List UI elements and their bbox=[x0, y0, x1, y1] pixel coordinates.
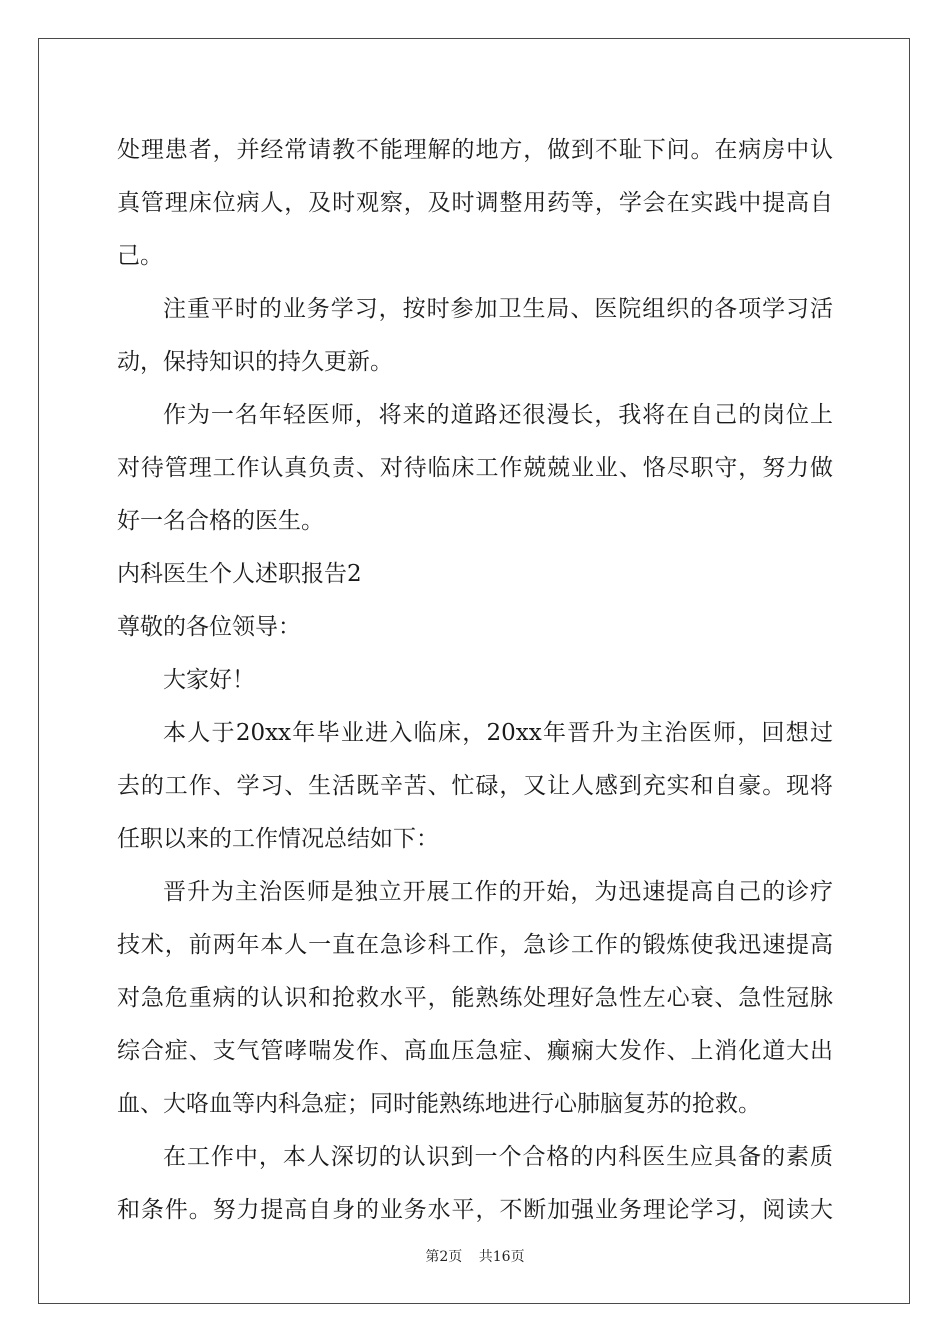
text-line: 作为一名年轻医师，将来的道路还很漫长，我将在自己的岗位上 bbox=[163, 402, 833, 428]
text-line: 真管理床位病人，及时观察，及时调整用药等，学会在实践中提高自 bbox=[117, 190, 833, 216]
text-line: 对待管理工作认真负责、对待临床工作兢兢业业、恪尽职守，努力做 bbox=[117, 455, 833, 481]
page-footer bbox=[0, 1246, 950, 1266]
text-line: 动，保持知识的持久更新。 bbox=[117, 349, 393, 375]
text-line: 对急危重病的认识和抢救水平，能熟练处理好急性左心衰、急性冠脉 bbox=[117, 985, 833, 1011]
text-line: 好一名合格的医生。 bbox=[117, 508, 324, 534]
text-line: 去的工作、学习、生活既辛苦、忙碌，又让人感到充实和自豪。现将 bbox=[117, 773, 833, 799]
text-line: 晋升为主治医师是独立开展工作的开始，为迅速提高自己的诊疗 bbox=[163, 879, 833, 905]
page-total: 共16页 bbox=[478, 1249, 525, 1265]
text-line: 血、大咯血等内科急症；同时能熟练地进行心肺脑复苏的抢救。 bbox=[117, 1091, 761, 1117]
text-line: 综合症、支气管哮喘发作、高血压急症、癫痫大发作、上消化道大出 bbox=[117, 1038, 833, 1064]
text-line: 大家好！ bbox=[163, 667, 255, 693]
text-line: 己。 bbox=[117, 243, 163, 269]
text-line: 技术，前两年本人一直在急诊科工作，急诊工作的锻炼使我迅速提高 bbox=[117, 932, 833, 958]
text-line: 和条件。努力提高自身的业务水平，不断加强业务理论学习，阅读大 bbox=[117, 1197, 833, 1223]
text-line: 处理患者，并经常请教不能理解的地方，做到不耻下问。在病房中认 bbox=[117, 137, 833, 163]
text-line: 本人于20xx年毕业进入临床，20xx年晋升为主治医师，回想过 bbox=[163, 720, 833, 746]
document-body bbox=[117, 124, 833, 1237]
text-line: 尊敬的各位领导： bbox=[117, 614, 301, 640]
text-line: 注重平时的业务学习，按时参加卫生局、医院组织的各项学习活 bbox=[163, 296, 833, 322]
page-number: 第2页 bbox=[425, 1249, 463, 1265]
text-line: 在工作中，本人深切的认识到一个合格的内科医生应具备的素质 bbox=[163, 1144, 833, 1170]
text-line: 任职以来的工作情况总结如下： bbox=[117, 826, 439, 852]
text-line: 内科医生个人述职报告2 bbox=[117, 561, 362, 587]
